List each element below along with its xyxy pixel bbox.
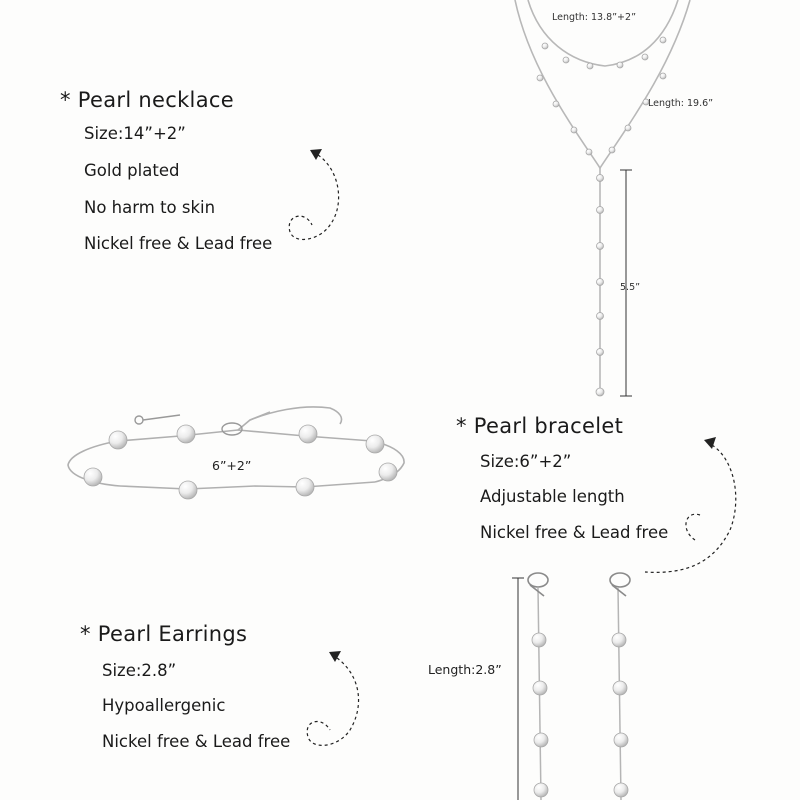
earrings-length-label: Length:2.8” bbox=[428, 662, 502, 677]
earring-studs bbox=[528, 573, 630, 596]
necklace-arrow-icon bbox=[289, 155, 338, 239]
bracelet-title: * Pearl bracelet bbox=[456, 414, 624, 438]
bracelet-nickel-free: Nickel free & Lead free bbox=[480, 523, 669, 542]
earrings-arrow-icon bbox=[307, 658, 358, 745]
earring-measure-line bbox=[512, 578, 524, 800]
necklace-image bbox=[515, 0, 690, 396]
necklace-arrowhead-icon bbox=[310, 149, 322, 160]
necklace-size: Size:14”+2” bbox=[84, 124, 186, 143]
earrings-arrowhead-icon bbox=[329, 651, 341, 662]
earrings-title: * Pearl Earrings bbox=[80, 622, 248, 646]
earrings-image bbox=[538, 588, 621, 800]
necklace-title: * Pearl necklace bbox=[60, 88, 234, 112]
necklace-nickel-free: Nickel free & Lead free bbox=[84, 234, 273, 253]
earrings-nickel-free: Nickel free & Lead free bbox=[102, 732, 291, 751]
earrings-size: Size:2.8” bbox=[102, 661, 177, 680]
necklace-drop-length-label: 5.5” bbox=[620, 282, 641, 293]
bracelet-adjustable: Adjustable length bbox=[480, 487, 625, 506]
necklace-plating: Gold plated bbox=[84, 161, 180, 180]
earrings-hypoallergenic: Hypoallergenic bbox=[102, 696, 226, 715]
bracelet-arrow-icon bbox=[645, 445, 736, 572]
earring-pearls bbox=[532, 633, 628, 797]
bracelet-arrowhead-icon bbox=[704, 437, 716, 449]
bracelet-size: Size:6”+2” bbox=[480, 452, 572, 471]
bracelet-size-label: 6”+2” bbox=[212, 458, 252, 473]
necklace-skin-safe: No harm to skin bbox=[84, 198, 216, 217]
necklace-beads bbox=[537, 37, 666, 396]
necklace-long-length-label: Length: 19.6” bbox=[648, 98, 714, 109]
necklace-short-length-label: Length: 13.8”+2” bbox=[552, 12, 636, 23]
